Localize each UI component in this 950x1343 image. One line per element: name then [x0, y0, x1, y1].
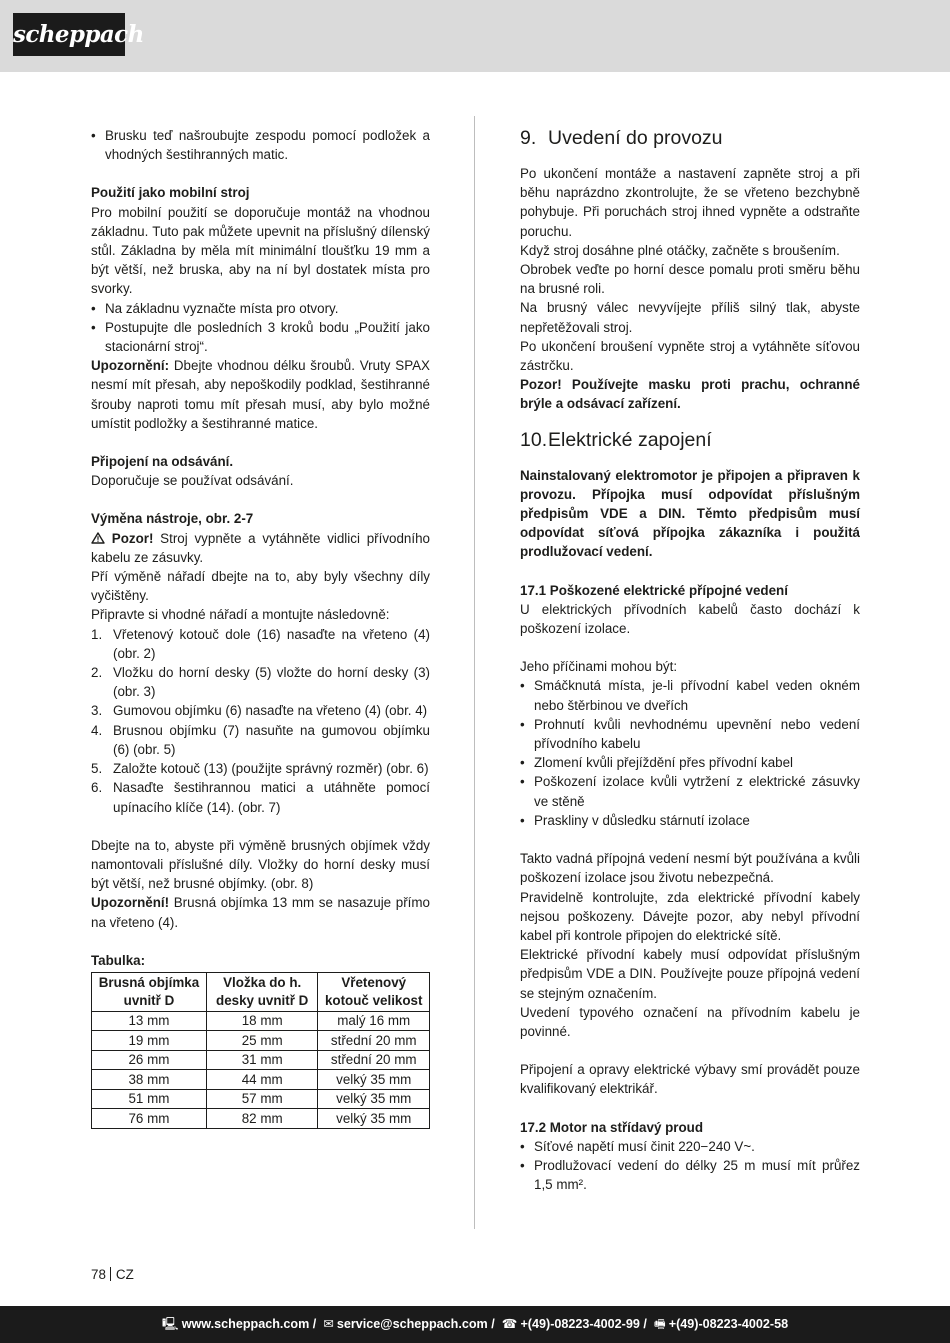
- mail-icon: ✉: [323, 1317, 334, 1331]
- note-text: Dbejte vhodnou délku šroubů. Vruty SPAX nesmí mít přesah, aby nepoškodily podklad, šestihranné šrouby naproti tomu mít přesah musí, aby bylo možné umístit podložky a šestihranné matice.: [91, 358, 430, 431]
- list-item: • Síťové napětí musí činit 220−240 V~.: [520, 1137, 860, 1156]
- column-header: Brusná objímka uvnitř D: [92, 972, 207, 1011]
- section-17-1-heading: 17.1 Poškozené elektrické přípojné vedení: [520, 582, 788, 598]
- paragraph: Nainstalovaný elektromotor je připojen a připraven k provozu. Přípojka musí odpovídat příslušným předpisům VDE a DIN. Těmto předpisům musí odpovídat síťová přípojka zákazníka i použitá prodlužovací vedení.: [520, 467, 860, 560]
- paragraph: Takto vadná přípojná vedení nesmí být používána a kvůli poškození izolace jsou životu nebezpečná.: [520, 851, 860, 886]
- left-column: [91, 126, 430, 1129]
- table-caption: Tabulka:: [91, 952, 146, 968]
- table-row: 26 mm 31 mm střední 20 mm: [92, 1050, 430, 1070]
- tool-change-text-3: Dbejte na to, abyste při výměně brusných objímek vždy namontovali příslušné díly. Vložky do horní desky musí být větší, než brusné objímky. (obr. 8): [91, 837, 430, 892]
- paragraph: Jeho příčinami mohou být:: [520, 659, 678, 675]
- page-header: [0, 0, 950, 72]
- footer-email[interactable]: service@scheppach.com /: [336, 1317, 495, 1331]
- paragraph: Připojení a opravy elektrické výbavy smí provádět pouze kvalifikovaný elektrikář.: [520, 1062, 860, 1097]
- tool-change-text-1: Pří výměně nářadí dbejte na to, aby byly všechny díly vyčištěny.: [91, 569, 430, 604]
- list-item: • Brusku teď našroubujte zespodu pomocí podložek a vhodných šestihranných matic.: [91, 126, 430, 164]
- tool-change-warning: [91, 529, 430, 567]
- tool-change-steps: [91, 625, 430, 817]
- tool-change-heading: Výměna nástroje, obr. 2-7: [91, 511, 254, 527]
- motor-bullet-list: [520, 1137, 860, 1195]
- warning-triangle-icon: [91, 532, 105, 544]
- list-item: • Prodlužovací vedení do délky 25 m musí mít průřez 1,5 mm².: [520, 1156, 860, 1194]
- footer-website[interactable]: www.scheppach.com /: [181, 1317, 317, 1331]
- paragraph: Obrobek veďte po horní desce pomalu proti směru běhu na brusné roli.: [520, 262, 860, 297]
- note-label: Upozornění:: [91, 358, 170, 374]
- list-item: • Zlomení kvůli přejíždění přes přívodní kabel: [520, 753, 860, 772]
- table-header-row: [92, 972, 430, 1011]
- step-item: 4. Brusnou objímku (7) nasuňte na gumovou objímku (6) (obr. 5): [91, 722, 430, 757]
- list-item: • Prohnutí kvůli nevhodnému upevnění nebo vedení přívodního kabelu: [520, 715, 860, 753]
- mobile-note: [91, 356, 430, 433]
- list-item: • Postupujte dle posledních 3 kroků bodu „Použití jako stacionární stroj“.: [91, 318, 430, 356]
- warning-text: Stroj vypněte a vytáhněte vidlici přívodního kabelu ze zásuvky.: [91, 530, 430, 565]
- paragraph: Když stroj dosáhne plné otáčky, začněte s broušením.: [520, 242, 840, 258]
- step-item: 5. Založte kotouč (13) (použijte správný rozměr) (obr. 6): [91, 761, 429, 777]
- paragraph: Na brusný válec nevyvíjejte příliš silný tlak, abyste nepřetěžovali stroj.: [520, 300, 860, 335]
- list-item: • Smáčknutá místa, je-li přívodní kabel veden okném nebo štěrbinou ve dveřích: [520, 676, 860, 714]
- column-divider: [474, 116, 475, 1229]
- extraction-heading: Připojení na odsávání.: [91, 454, 234, 470]
- paragraph: Elektrické přívodní kabely musí odpovídat příslušným předpisům VDE a DIN. Používejte pouze přípojná vedení se stejným označením.: [520, 947, 860, 1001]
- footer-fax: +(49)-08223-4002-58: [668, 1317, 789, 1331]
- table-row: 19 mm 25 mm střední 20 mm: [92, 1031, 430, 1051]
- fax-icon: 🖷: [653, 1317, 666, 1331]
- paragraph: U elektrických přívodních kabelů často dochází k poškození izolace.: [520, 601, 860, 637]
- table-row: 76 mm 82 mm velký 35 mm: [92, 1109, 430, 1129]
- warning-label: Pozor!: [111, 530, 154, 546]
- paragraph: Po ukončení broušení vypněte stroj a vytáhněte síťovou zástrčku.: [520, 338, 860, 374]
- mobile-heading: Použití jako mobilní stroj: [91, 185, 250, 201]
- section-17-2-heading: 17.2 Motor na střídavý proud: [520, 1119, 704, 1135]
- size-table: [91, 972, 430, 1129]
- tool-change-note: [91, 893, 430, 931]
- column-header: Vložka do h. desky uvnitř D: [206, 972, 318, 1011]
- list-item: • Praskliny v důsledku stárnutí izolace: [520, 811, 860, 830]
- tool-change-text-2: Připravte si vhodné nářadí a montujte následovně:: [91, 607, 390, 623]
- list-item: • Na základnu vyznačte místa pro otvory.: [91, 299, 430, 318]
- phone-icon: ☎: [501, 1317, 518, 1331]
- paragraph: Po ukončení montáže a nastavení zapněte stroj a při běhu naprázdno zkontrolujte, že se vřeteno bezchybně pohybuje. Při poruchách stroj ihned vypněte a odstraňte poruchu.: [520, 166, 860, 239]
- list-item: • Poškození izolace kvůli vytržení z elektrické zásuvky ve stěně: [520, 772, 860, 810]
- paragraph: Uvedení typového označení na přívodním kabelu je povinné.: [520, 1004, 860, 1039]
- mobile-bullet-list: [91, 299, 430, 357]
- causes-bullet-list: [520, 676, 860, 830]
- section-10-heading: 10. Elektrické zapojení: [520, 428, 712, 451]
- table-row: 51 mm 57 mm velký 35 mm: [92, 1089, 430, 1109]
- step-item: 2. Vložku do horní desky (5) vložte do horní desky (3) (obr. 3): [91, 665, 430, 700]
- intro-bullet-list: [91, 126, 430, 164]
- warning-paragraph: Pozor! Používejte masku proti prachu, ochranné brýle a odsávací zařízení.: [520, 377, 860, 412]
- page-number: 78 CZ: [91, 1267, 134, 1282]
- note-label: Upozornění!: [91, 895, 170, 911]
- step-item: 3. Gumovou objímku (6) nasaďte na vřeteno (4) (obr. 4): [91, 703, 428, 719]
- table-row: 38 mm 44 mm velký 35 mm: [92, 1070, 430, 1090]
- scheppach-logo: scheppach: [13, 13, 125, 56]
- table-row: 13 mm 18 mm malý 16 mm: [92, 1011, 430, 1031]
- step-item: 6. Nasaďte šestihrannou matici a utáhněte pomocí upínacího klíče (14). (obr. 7): [91, 780, 430, 815]
- computer-icon: 🖳: [161, 1317, 179, 1331]
- column-header: Vřetenový kotouč velikost: [318, 972, 430, 1011]
- paragraph: Pravidelně kontrolujte, zda elektrické přívodní kabely nejsou poškozeny. Dávejte pozor, aby nebyl přívodní kabel při kontrole připojen do elektrické sítě.: [520, 889, 860, 943]
- page-footer: [0, 1306, 950, 1343]
- extraction-text: Doporučuje se používat odsávání.: [91, 473, 294, 489]
- footer-phone: +(49)-08223-4002-99 /: [520, 1317, 647, 1331]
- note-text: Brusná objímka 13 mm se nasazuje přímo na vřeteno (4).: [91, 895, 430, 930]
- right-column: [520, 126, 860, 1194]
- mobile-text: Pro mobilní použití se doporučuje montáž na vhodnou základnu. Tuto pak můžete upevnit na příslušný dílenský stůl. Základna by měla mít minimální tloušťku 19 mm a být větší, než bruska, aby na ní byl dostatek místa pro svorky.: [91, 204, 430, 297]
- section-9-heading: 9. Uvedení do provozu: [520, 127, 723, 149]
- step-item: 1. Vřetenový kotouč dole (16) nasaďte na vřeteno (4) (obr. 2): [91, 626, 430, 661]
